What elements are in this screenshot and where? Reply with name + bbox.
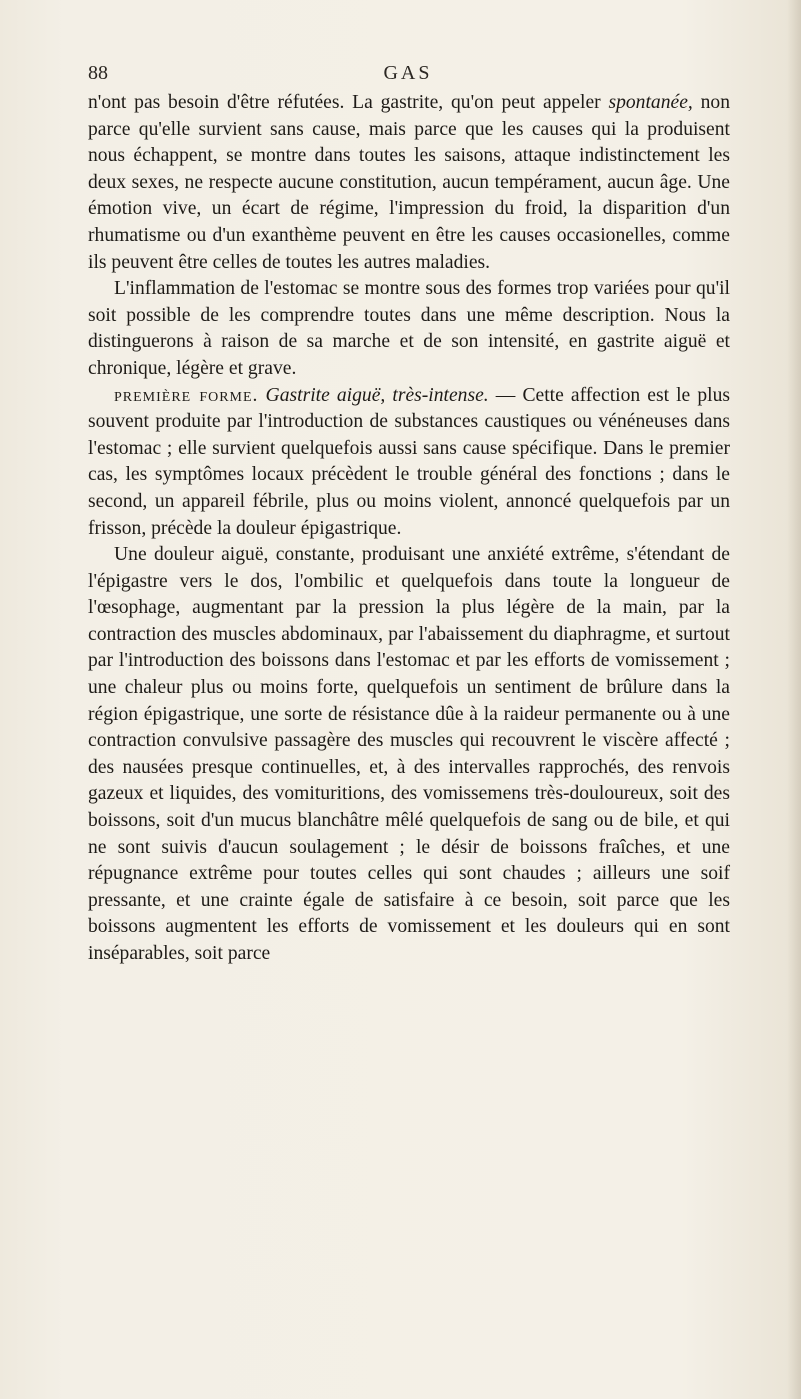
paragraph-4: Une douleur aiguë, constante, produisant une anxiété extrême, s'étendant de l'épigastre vers le dos, l'ombilic et quelquefois dans toute la longueur de l'œsophage, augmentant par la pression la plus légère de la main, par la contraction des muscles abdominaux, par l'abaissement du diaphragme, et surtout par l'introduction des boissons dans l'estomac et par les efforts de vomissement ; une chaleur plus ou moins forte, quelquefois un sentiment de brûlure dans la région épigastrique, une sorte de résistance dûe à la raideur permanente ou à une contraction convulsive passagère des muscles qui recouvrent le viscère affecté ; des nausées presque continuelles, et, à des intervalles rapprochés, des renvois gazeux et liquides, des vomituritions, des vomissemens très-douloureux, soit des boissons, soit d'un mucus blanchâtre mêlé quelquefois de sang ou de bile, et qui ne sont suivis d'aucun soulagement ; le désir de boissons fraîches, et une répugnance extrême pour toutes celles qui sont chaudes ; ailleurs une soif pressante, et une crainte égale de satisfaire à ce besoin, soit parce que les boissons augmentent les efforts de vomissement et les douleurs qui en sont inséparables, soit parce [88, 544, 730, 964]
body-text [88, 90, 730, 968]
page-edge-shadow [787, 0, 801, 1399]
paragraph-1-text-a: n'ont pas besoin d'être réfutées. La gastrite, qu'on peut appeler [88, 92, 609, 113]
running-head: GAS [383, 62, 433, 84]
section-label: première forme. [114, 384, 259, 406]
paragraph-1 [88, 90, 730, 276]
paragraph-2: L'inflammation de l'estomac se montre sous des formes trop variées pour qu'il soit possible de les comprendre toutes dans une même description. Nous la distinguerons à raison de sa marche et de son intensité, en gastrite aiguë et chronique, légère et grave. [88, 278, 730, 379]
paragraph-3-text: — Cette affection est le plus souvent produite par l'introduction de substances caustiques ou vénéneuses dans l'estomac ; elle survient quelquefois aussi sans cause spécifique. Dans le premier cas, les symptômes locaux précèdent le trouble général des fonctions ; dans le second, un appareil fébrile, plus ou moins violent, annoncé quelquefois par un frisson, précède la douleur épigastrique. [88, 384, 731, 539]
page-header [88, 62, 728, 92]
paragraph-1-italic: spontanée, [608, 92, 693, 113]
paragraph-1-text-b: non parce qu'elle survient sans cause, mais parce que les causes qui la produisent nous échappent, se montre dans toutes les saisons, attaque indistinctement les deux sexes, ne respecte aucune constitution, aucun tempérament, aucun âge. Une émotion vive, un écart de régime, l'impression du froid, la disparition d'un rhumatisme ou d'un exanthème peuvent en être les causes occasionelles, comme ils peuvent être celles de toutes les autres maladies. [88, 92, 730, 273]
page-number: 88 [88, 62, 108, 84]
section-title: Gastrite aiguë, très-intense. [265, 384, 489, 406]
paragraph-3 [88, 383, 730, 543]
